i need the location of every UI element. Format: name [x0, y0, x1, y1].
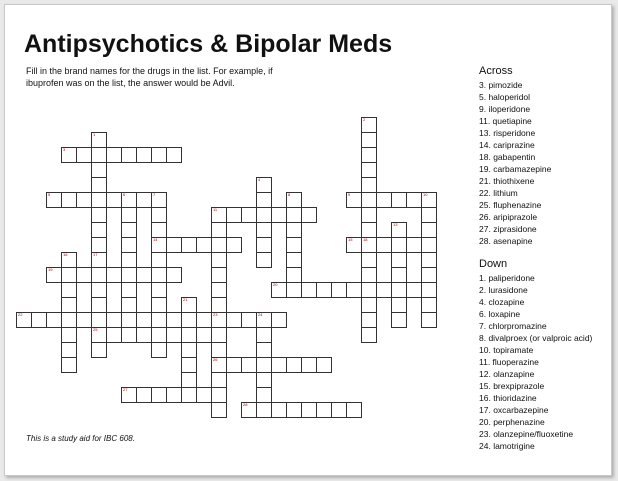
crossword-cell[interactable] — [121, 282, 137, 298]
crossword-cell[interactable] — [151, 237, 167, 253]
clue-number: 2. — [479, 285, 489, 295]
crossword-cell[interactable] — [391, 192, 407, 208]
clue-number: 17. — [479, 405, 494, 415]
crossword-cell[interactable] — [136, 147, 152, 163]
across-clue: 27. ziprasidone — [479, 224, 537, 234]
cell-number: 8 — [288, 192, 291, 197]
crossword-cell[interactable] — [256, 327, 272, 343]
crossword-cell[interactable] — [106, 267, 122, 283]
crossword-cell[interactable] — [196, 327, 212, 343]
crossword-cell[interactable] — [151, 207, 167, 223]
crossword-cell[interactable] — [181, 327, 197, 343]
crossword-cell[interactable] — [301, 282, 317, 298]
crossword-cell[interactable] — [376, 237, 392, 253]
crossword-cell[interactable] — [61, 357, 77, 373]
cell-number: 4 — [258, 177, 261, 182]
cell-number: 5 — [48, 192, 51, 197]
crossword-cell[interactable] — [301, 357, 317, 373]
crossword-cell[interactable] — [391, 222, 407, 238]
crossword-cell[interactable] — [256, 207, 272, 223]
down-clue: 1. paliperidone — [479, 273, 535, 283]
clue-number: 14. — [479, 140, 494, 150]
clue-number: 4. — [479, 297, 489, 307]
crossword-cell[interactable] — [376, 192, 392, 208]
crossword-cell[interactable] — [91, 222, 107, 238]
clue-number: 11. — [479, 116, 493, 126]
crossword-cell[interactable] — [286, 267, 302, 283]
crossword-cell[interactable] — [391, 237, 407, 253]
crossword-cell[interactable] — [121, 207, 137, 223]
crossword-cell[interactable] — [271, 207, 287, 223]
crossword-cell[interactable] — [91, 192, 107, 208]
down-clue: 15. brexpiprazole — [479, 381, 545, 391]
crossword-cell[interactable] — [121, 387, 137, 403]
across-clue: 26. aripiprazole — [479, 212, 538, 222]
across-clue: 13. risperidone — [479, 128, 536, 138]
across-clue: 9. iloperidone — [479, 104, 531, 114]
down-clue: 11. fluoperazine — [479, 357, 539, 367]
crossword-cell[interactable] — [76, 267, 92, 283]
crossword-cell[interactable] — [361, 282, 377, 298]
crossword-cell[interactable] — [301, 207, 317, 223]
crossword-cell[interactable] — [361, 207, 377, 223]
crossword-cell[interactable] — [61, 267, 77, 283]
across-clue-list — [479, 79, 551, 247]
clue-number: 13. — [479, 128, 494, 138]
clue-number: 27. — [479, 224, 494, 234]
crossword-cell[interactable] — [76, 192, 92, 208]
crossword-cell[interactable] — [316, 402, 332, 418]
footer-note: This is a study aid for IBC 608. — [26, 434, 135, 443]
crossword-cell[interactable] — [76, 312, 92, 328]
crossword-cell[interactable] — [196, 237, 212, 253]
down-clue-list — [479, 272, 592, 452]
cell-number: 23 — [213, 312, 218, 317]
crossword-cell[interactable] — [61, 147, 77, 163]
crossword-cell[interactable] — [361, 117, 377, 133]
crossword-cell[interactable] — [256, 387, 272, 403]
crossword-cell[interactable] — [256, 372, 272, 388]
crossword-cell[interactable] — [271, 357, 287, 373]
down-clues — [479, 258, 592, 452]
clue-number: 5. — [479, 92, 489, 102]
crossword-cell[interactable] — [31, 312, 47, 328]
crossword-cell[interactable] — [241, 357, 257, 373]
crossword-cell[interactable] — [346, 192, 362, 208]
crossword-cell[interactable] — [91, 267, 107, 283]
crossword-cell[interactable] — [421, 282, 437, 298]
cell-number: 18 — [363, 237, 368, 242]
cell-number: 3 — [63, 147, 66, 152]
crossword-cell[interactable] — [211, 312, 227, 328]
crossword-cell[interactable] — [166, 237, 182, 253]
crossword-cell[interactable] — [181, 357, 197, 373]
crossword-cell[interactable] — [406, 282, 422, 298]
clue-number: 8. — [479, 333, 489, 343]
crossword-cell[interactable] — [91, 237, 107, 253]
down-clue: 24. lamotrigine — [479, 441, 535, 451]
cell-number: 22 — [18, 312, 23, 317]
crossword-cell[interactable] — [286, 357, 302, 373]
crossword-cell[interactable] — [196, 387, 212, 403]
crossword-cell[interactable] — [121, 237, 137, 253]
down-clue: 6. loxapine — [479, 309, 521, 319]
clue-number: 26. — [479, 212, 494, 222]
crossword-cell[interactable] — [361, 192, 377, 208]
crossword-cell[interactable] — [61, 282, 77, 298]
down-clue: 2. lurasidone — [479, 285, 528, 295]
crossword-cell[interactable] — [256, 192, 272, 208]
crossword-cell[interactable] — [376, 282, 392, 298]
cell-number: 25 — [93, 327, 98, 332]
crossword-cell[interactable] — [46, 267, 62, 283]
across-clue: 3. pimozide — [479, 80, 523, 90]
crossword-cell[interactable] — [361, 147, 377, 163]
clue-number: 9. — [479, 104, 489, 114]
crossword-cell[interactable] — [151, 297, 167, 313]
clue-number: 23. — [479, 429, 494, 439]
down-clue: 23. olanzepine/fluoxetine — [479, 429, 574, 439]
crossword-cell[interactable] — [151, 342, 167, 358]
crossword-cell[interactable] — [256, 177, 272, 193]
across-clue: 25. fluphenazine — [479, 200, 542, 210]
crossword-cell[interactable] — [121, 297, 137, 313]
crossword-cell[interactable] — [46, 312, 62, 328]
crossword-cell[interactable] — [211, 222, 227, 238]
crossword-cell[interactable] — [271, 402, 287, 418]
crossword-cell[interactable] — [421, 312, 437, 328]
across-clues — [479, 65, 551, 247]
crossword-cell[interactable] — [91, 162, 107, 178]
crossword-cell[interactable] — [181, 312, 197, 328]
crossword-cell[interactable] — [181, 387, 197, 403]
crossword-cell[interactable] — [211, 402, 227, 418]
crossword-cell[interactable] — [166, 387, 182, 403]
clue-number: 28. — [479, 236, 494, 246]
cell-number: 1 — [93, 132, 96, 137]
cell-number: 9 — [348, 192, 351, 197]
crossword-cell[interactable] — [211, 357, 227, 373]
clue-number: 15. — [479, 381, 494, 391]
crossword-cell[interactable] — [391, 267, 407, 283]
clue-number: 20. — [479, 417, 494, 427]
crossword-cell[interactable] — [151, 192, 167, 208]
crossword-cell[interactable] — [346, 402, 362, 418]
crossword-cell[interactable] — [331, 282, 347, 298]
crossword-cell[interactable] — [91, 252, 107, 268]
crossword-cell[interactable] — [151, 282, 167, 298]
crossword-cell[interactable] — [256, 402, 272, 418]
crossword-cell[interactable] — [151, 387, 167, 403]
crossword-cell[interactable] — [361, 222, 377, 238]
crossword-cell[interactable] — [241, 402, 257, 418]
crossword-cell[interactable] — [361, 297, 377, 313]
clue-number: 22. — [479, 188, 494, 198]
crossword-cell[interactable] — [91, 147, 107, 163]
across-clue: 18. gabapentin — [479, 152, 536, 162]
across-clue: 28. asenapine — [479, 236, 533, 246]
page-title: Antipsychotics & Bipolar Meds — [24, 30, 393, 58]
crossword-cell[interactable] — [421, 237, 437, 253]
crossword-cell[interactable] — [286, 192, 302, 208]
crossword-cell[interactable] — [421, 267, 437, 283]
crossword-cell[interactable] — [421, 297, 437, 313]
across-heading: Across — [479, 65, 513, 77]
clue-number: 1. — [479, 273, 489, 283]
crossword-cell[interactable] — [256, 342, 272, 358]
clue-number: 7. — [479, 321, 489, 331]
cell-number: 19 — [48, 267, 53, 272]
crossword-cell[interactable] — [91, 132, 107, 148]
crossword-cell[interactable] — [91, 297, 107, 313]
crossword-cell[interactable] — [406, 237, 422, 253]
crossword-cell[interactable] — [166, 327, 182, 343]
crossword-cell[interactable] — [211, 282, 227, 298]
crossword-cell[interactable] — [61, 312, 77, 328]
crossword-cell[interactable] — [361, 132, 377, 148]
crossword-cell[interactable] — [391, 312, 407, 328]
crossword-cell[interactable] — [181, 237, 197, 253]
crossword-cell[interactable] — [106, 312, 122, 328]
crossword-cell[interactable] — [286, 222, 302, 238]
crossword-cell[interactable] — [241, 312, 257, 328]
clue-number: 3. — [479, 80, 489, 90]
crossword-cell[interactable] — [106, 327, 122, 343]
crossword-cell[interactable] — [91, 342, 107, 358]
crossword-cell[interactable] — [16, 312, 32, 328]
crossword-cell[interactable] — [211, 327, 227, 343]
crossword-cell[interactable] — [361, 177, 377, 193]
crossword-cell[interactable] — [256, 312, 272, 328]
crossword-cell[interactable] — [346, 282, 362, 298]
crossword-cell[interactable] — [61, 252, 77, 268]
clue-number: 6. — [479, 309, 489, 319]
crossword-cell[interactable] — [271, 312, 287, 328]
crossword-cell[interactable] — [391, 297, 407, 313]
down-clue: 7. chlorpromazine — [479, 321, 547, 331]
cell-number: 17 — [93, 252, 98, 257]
crossword-cell[interactable] — [166, 267, 182, 283]
crossword-cell[interactable] — [211, 267, 227, 283]
crossword-cell[interactable] — [151, 312, 167, 328]
cell-number: 6 — [123, 192, 126, 197]
down-clue: 4. clozapine — [479, 297, 525, 307]
clue-number: 16. — [479, 393, 494, 403]
crossword-cell[interactable] — [211, 237, 227, 253]
crossword-cell[interactable] — [106, 147, 122, 163]
crossword-cell[interactable] — [211, 387, 227, 403]
crossword-cell[interactable] — [406, 192, 422, 208]
cell-number: 24 — [258, 312, 263, 317]
crossword-cell[interactable] — [61, 297, 77, 313]
crossword-cell[interactable] — [151, 267, 167, 283]
clue-number: 12. — [479, 369, 494, 379]
crossword-cell[interactable] — [271, 282, 287, 298]
crossword-cell[interactable] — [226, 312, 242, 328]
crossword-cell[interactable] — [121, 252, 137, 268]
across-clue: 19. carbamazepine — [479, 164, 552, 174]
crossword-cell[interactable] — [196, 312, 212, 328]
crossword-cell[interactable] — [166, 312, 182, 328]
down-clue: 20. perphenazine — [479, 417, 545, 427]
crossword-cell[interactable] — [181, 297, 197, 313]
cell-number: 10 — [423, 192, 428, 197]
cell-number: 14 — [153, 237, 158, 242]
crossword-cell[interactable] — [391, 252, 407, 268]
crossword-cell[interactable] — [286, 207, 302, 223]
crossword-cell[interactable] — [241, 207, 257, 223]
clue-number: 25. — [479, 200, 494, 210]
crossword-cell[interactable] — [91, 312, 107, 328]
cell-number: 11 — [213, 207, 218, 212]
crossword-cell[interactable] — [361, 267, 377, 283]
cell-number: 2 — [363, 117, 366, 122]
cell-number: 7 — [153, 192, 156, 197]
crossword-cell[interactable] — [121, 327, 137, 343]
crossword-cell[interactable] — [166, 147, 182, 163]
crossword-cell[interactable] — [421, 222, 437, 238]
crossword-cell[interactable] — [181, 372, 197, 388]
down-clue: 10. topiramate — [479, 345, 534, 355]
crossword-cell[interactable] — [346, 237, 362, 253]
crossword-cell[interactable] — [151, 327, 167, 343]
crossword-cell[interactable] — [331, 402, 347, 418]
crossword-cell[interactable] — [256, 252, 272, 268]
crossword-cell[interactable] — [211, 252, 227, 268]
crossword-cell[interactable] — [136, 267, 152, 283]
crossword-cell[interactable] — [91, 177, 107, 193]
cell-number: 21 — [183, 297, 188, 302]
crossword-cell[interactable] — [106, 192, 122, 208]
crossword-cell[interactable] — [61, 327, 77, 343]
cell-number: 26 — [213, 357, 218, 362]
crossword-cell[interactable] — [151, 222, 167, 238]
down-clue: 17. oxcarbazepine — [479, 405, 549, 415]
crossword-cell[interactable] — [91, 207, 107, 223]
across-clue: 22. lithium — [479, 188, 518, 198]
crossword-cell[interactable] — [256, 222, 272, 238]
across-clue: 11. quetiapine — [479, 116, 532, 126]
crossword-cell[interactable] — [391, 282, 407, 298]
crossword-cell[interactable] — [256, 237, 272, 253]
crossword-cell[interactable] — [91, 282, 107, 298]
crossword-cell[interactable] — [136, 312, 152, 328]
crossword-cell[interactable] — [211, 372, 227, 388]
crossword-cell[interactable] — [121, 192, 137, 208]
cell-number: 15 — [348, 237, 353, 242]
crossword-cell[interactable] — [61, 342, 77, 358]
crossword-cell[interactable] — [211, 342, 227, 358]
crossword-cell[interactable] — [211, 207, 227, 223]
crossword-cell[interactable] — [226, 207, 242, 223]
crossword-cell[interactable] — [121, 312, 137, 328]
down-clue: 16. thioridazine — [479, 393, 537, 403]
clue-number: 19. — [479, 164, 494, 174]
clue-number: 24. — [479, 441, 494, 451]
crossword-cell[interactable] — [181, 342, 197, 358]
cell-number: 16 — [63, 252, 68, 257]
crossword-cell[interactable] — [421, 207, 437, 223]
instructions-text: Fill in the brand names for the drugs in the list. For example, if ibuprofen was on the list, the answer would be Advil. — [26, 66, 273, 88]
crossword-cell[interactable] — [211, 297, 227, 313]
crossword-cell[interactable] — [121, 222, 137, 238]
crossword-cell[interactable] — [226, 357, 242, 373]
cell-number: 27 — [123, 387, 128, 392]
crossword-cell[interactable] — [361, 252, 377, 268]
crossword-cell[interactable] — [151, 252, 167, 268]
crossword-cell[interactable] — [286, 237, 302, 253]
cell-number: 13 — [393, 222, 398, 227]
crossword-cell[interactable] — [361, 162, 377, 178]
crossword-cell[interactable] — [226, 237, 242, 253]
cell-number: 20 — [273, 282, 278, 287]
crossword-cell[interactable] — [256, 357, 272, 373]
crossword-cell[interactable] — [76, 147, 92, 163]
crossword-cell[interactable] — [316, 282, 332, 298]
crossword-cell[interactable] — [361, 327, 377, 343]
down-clue: 12. olanzapine — [479, 369, 535, 379]
crossword-cell[interactable] — [421, 252, 437, 268]
across-clue: 5. haloperidol — [479, 92, 531, 102]
crossword-cell[interactable] — [91, 327, 107, 343]
crossword-cell[interactable] — [136, 327, 152, 343]
crossword-cell[interactable] — [286, 252, 302, 268]
crossword-cell[interactable] — [421, 192, 437, 208]
crossword-cell[interactable] — [136, 192, 152, 208]
crossword-cell[interactable] — [301, 402, 317, 418]
down-clue: 8. divalproex (or valproic acid) — [479, 333, 593, 343]
cell-number: 28 — [243, 402, 248, 407]
crossword-cell[interactable] — [61, 192, 77, 208]
crossword-cell[interactable] — [46, 192, 62, 208]
crossword-cell[interactable] — [286, 282, 302, 298]
down-heading: Down — [479, 258, 508, 270]
crossword-cell[interactable] — [121, 267, 137, 283]
crossword-cell[interactable] — [151, 147, 167, 163]
across-clue: 14. cariprazine — [479, 140, 535, 150]
clue-number: 10. — [479, 345, 494, 355]
clue-number: 21. — [479, 176, 494, 186]
crossword-cell[interactable] — [286, 402, 302, 418]
crossword-cell[interactable] — [136, 387, 152, 403]
clue-number: 18. — [479, 152, 494, 162]
clue-number: 11. — [479, 357, 493, 367]
across-clue: 21. thiothixene — [479, 176, 535, 186]
crossword-cell[interactable] — [361, 312, 377, 328]
crossword-cell[interactable] — [121, 147, 137, 163]
crossword-cell[interactable] — [361, 237, 377, 253]
crossword-cell[interactable] — [316, 357, 332, 373]
